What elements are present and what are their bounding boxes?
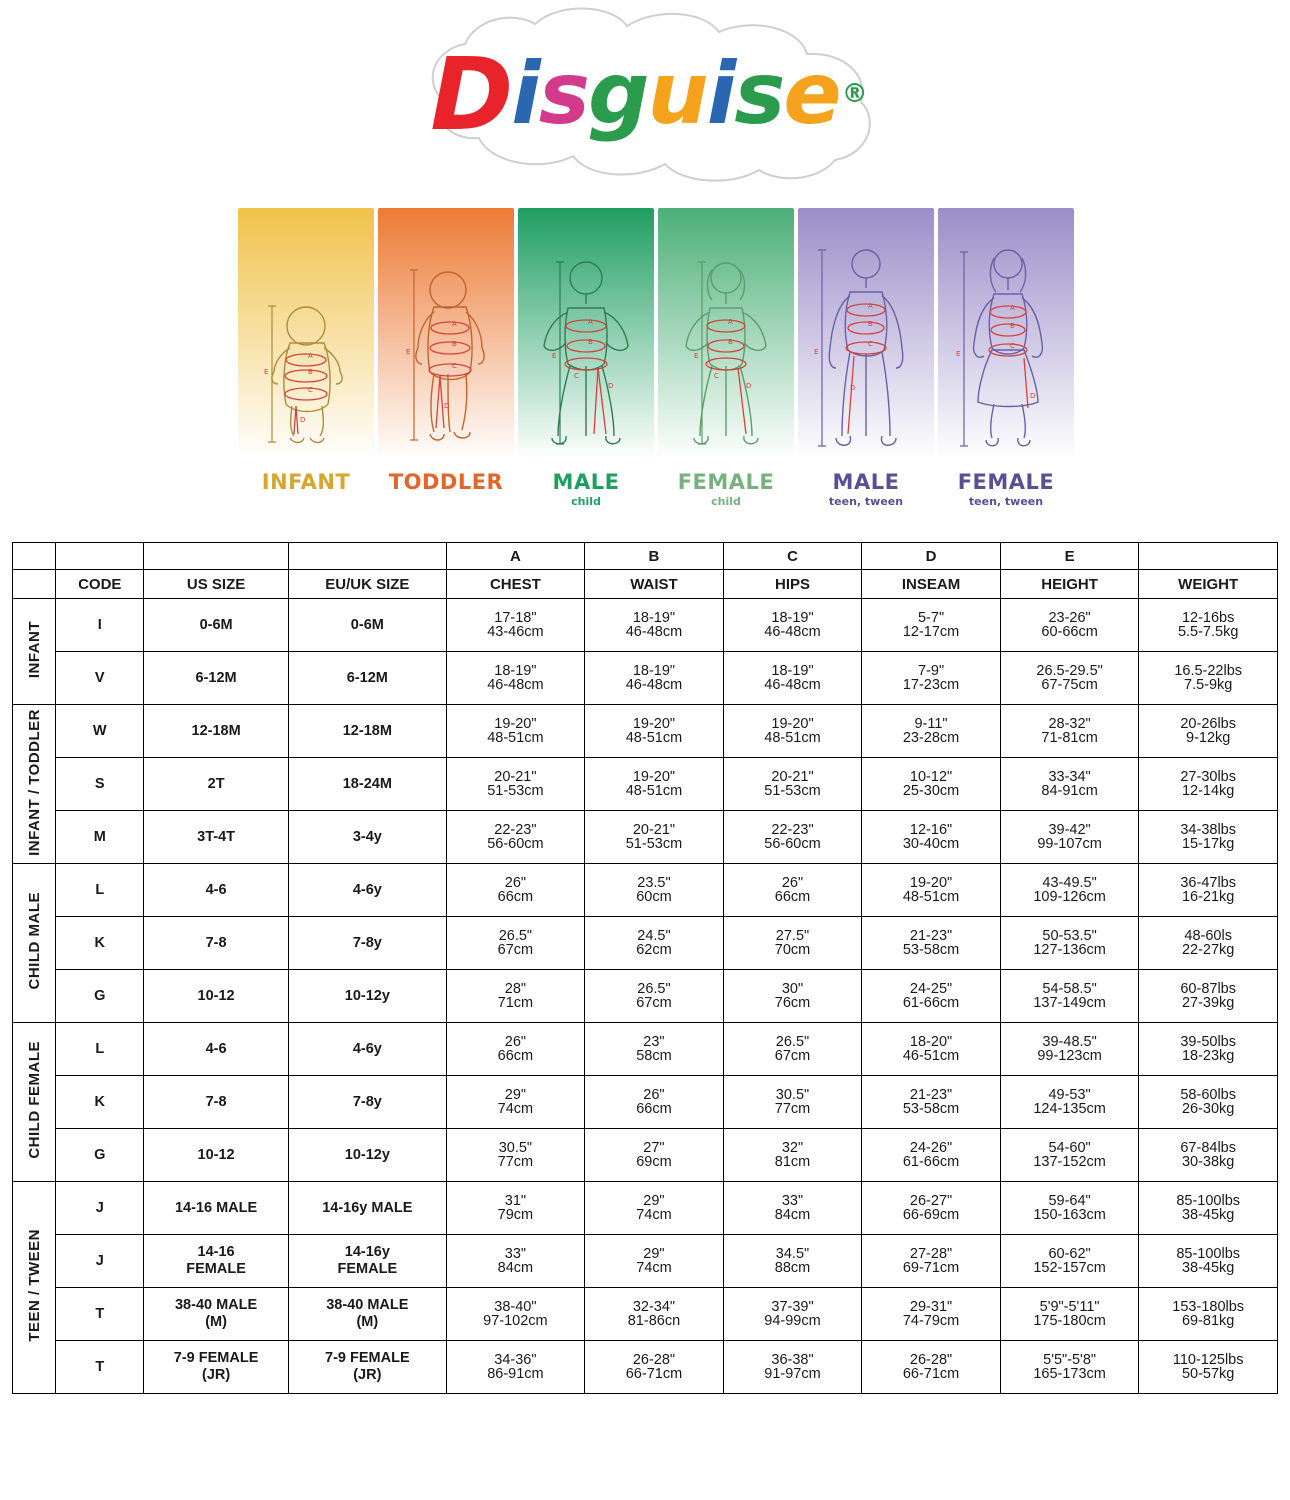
us-size-cell: 12-18M [144,705,289,758]
code-cell: T [56,1288,144,1341]
header-cell: CHEST [446,570,585,599]
svg-text:A: A [728,318,733,326]
header-letter-cell: B [585,543,724,570]
logo-letter-g: g [587,44,648,144]
header-cell: HIPS [723,570,862,599]
inseam-cell: 27-28" 69-71cm [862,1235,1001,1288]
eu-uk-size-cell: 18-24M [289,758,447,811]
eu-uk-size-cell: 38-40 MALE (M) [289,1288,447,1341]
table-row [13,917,1278,970]
figure-column-child-male [518,208,654,508]
figure-sub-child-female: child [711,495,741,508]
eu-uk-size-cell: 0-6M [289,599,447,652]
us-size-cell: 7-8 [144,1076,289,1129]
figure-sub-child-male: child [571,495,601,508]
table-row [13,705,1278,758]
infant-figure-icon [238,208,374,460]
registered-trademark-icon: ® [841,79,866,109]
us-size-cell: 10-12 [144,970,289,1023]
table-header-names [13,570,1278,599]
header-letter-cell [13,543,56,570]
figure-label-teen-female: FEMALE [957,470,1055,494]
hips-cell: 34.5" 88cm [723,1235,862,1288]
us-size-cell: 10-12 [144,1129,289,1182]
header-cell: WAIST [585,570,724,599]
svg-text:A: A [308,352,313,360]
height-cell: 60-62" 152-157cm [1000,1235,1139,1288]
eu-uk-size-cell: 4-6y [289,1023,447,1076]
chest-cell: 19-20" 48-51cm [446,705,585,758]
hips-cell: 27.5" 70cm [723,917,862,970]
svg-text:E: E [406,348,411,356]
figure-sub-teen-female: teen, tween [968,495,1044,508]
svg-text:D: D [300,416,306,424]
figure-column-teen-female [938,208,1074,508]
us-size-cell: 6-12M [144,652,289,705]
code-cell: S [56,758,144,811]
eu-uk-size-cell: 14-16y FEMALE [289,1235,447,1288]
inseam-cell: 7-9" 17-23cm [862,652,1001,705]
chest-cell: 31" 79cm [446,1182,585,1235]
waist-cell: 29" 74cm [585,1235,724,1288]
weight-cell: 67-84lbs 30-38kg [1139,1129,1278,1182]
weight-cell: 12-16bs 5.5-7.5kg [1139,599,1278,652]
code-cell: J [56,1235,144,1288]
waist-cell: 18-19" 46-48cm [585,599,724,652]
table-row [13,758,1278,811]
header-cell [13,570,56,599]
eu-uk-size-cell: 10-12y [289,970,447,1023]
eu-uk-size-cell: 4-6y [289,864,447,917]
chest-cell: 22-23" 56-60cm [446,811,585,864]
inseam-cell: 29-31" 74-79cm [862,1288,1001,1341]
header-cell: INSEAM [862,570,1001,599]
hips-cell: 26.5" 67cm [723,1023,862,1076]
inseam-cell: 18-20" 46-51cm [862,1023,1001,1076]
inseam-cell: 26-28" 66-71cm [862,1341,1001,1394]
logo-letter-d: D [430,35,512,153]
teen-male-figure-icon [798,208,934,460]
figure-label-child-female: FEMALE [677,470,775,494]
logo-letter-e: e [783,44,840,144]
table-header-letters [13,543,1278,570]
eu-uk-size-cell: 7-9 FEMALE (JR) [289,1341,447,1394]
chest-cell: 26" 66cm [446,864,585,917]
table-row [13,1023,1278,1076]
waist-cell: 19-20" 48-51cm [585,705,724,758]
header-cell: CODE [56,570,144,599]
row-group-label: TEEN / TWEEN [13,1182,56,1394]
height-cell: 28-32" 71-81cm [1000,705,1139,758]
height-cell: 26.5-29.5" 67-75cm [1000,652,1139,705]
svg-text:C: C [1010,342,1015,350]
weight-cell: 27-30lbs 12-14kg [1139,758,1278,811]
height-cell: 50-53.5" 127-136cm [1000,917,1139,970]
header-letter-cell [144,543,289,570]
logo-wordmark [383,4,913,184]
svg-text:A: A [588,318,593,326]
svg-text:E: E [694,352,699,360]
header-cell: WEIGHT [1139,570,1278,599]
waist-cell: 24.5" 62cm [585,917,724,970]
svg-text:C: C [868,340,873,348]
height-cell: 39-42" 99-107cm [1000,811,1139,864]
table-row [13,970,1278,1023]
svg-text:A: A [452,320,457,328]
svg-text:E: E [814,348,819,356]
svg-text:D: D [850,384,856,392]
inseam-cell: 24-25" 61-66cm [862,970,1001,1023]
code-cell: J [56,1182,144,1235]
hips-cell: 18-19" 46-48cm [723,599,862,652]
waist-cell: 27" 69cm [585,1129,724,1182]
weight-cell: 48-60ls 22-27kg [1139,917,1278,970]
figure-label-infant: INFANT [261,470,351,494]
eu-uk-size-cell: 12-18M [289,705,447,758]
size-chart-table [12,542,1278,1394]
code-cell: M [56,811,144,864]
svg-text:E: E [956,350,961,358]
waist-cell: 19-20" 48-51cm [585,758,724,811]
code-cell: K [56,1076,144,1129]
svg-text:B: B [308,368,313,376]
chest-cell: 38-40" 97-102cm [446,1288,585,1341]
hips-cell: 30.5" 77cm [723,1076,862,1129]
svg-text:B: B [452,340,457,348]
weight-cell: 39-50lbs 18-23kg [1139,1023,1278,1076]
logo-letter-s2: s [734,44,784,144]
svg-text:C: C [714,372,719,380]
figure-label-toddler: TODDLER [388,470,504,494]
hips-cell: 36-38" 91-97cm [723,1341,862,1394]
table-row [13,599,1278,652]
chest-cell: 20-21" 51-53cm [446,758,585,811]
weight-cell: 16.5-22lbs 7.5-9kg [1139,652,1278,705]
us-size-cell: 14-16 FEMALE [144,1235,289,1288]
svg-text:B: B [868,320,873,328]
svg-text:C: C [452,362,457,370]
inseam-cell: 10-12" 25-30cm [862,758,1001,811]
weight-cell: 36-47lbs 16-21kg [1139,864,1278,917]
inseam-cell: 21-23" 53-58cm [862,1076,1001,1129]
figure-column-teen-male [798,208,934,508]
us-size-cell: 14-16 MALE [144,1182,289,1235]
waist-cell: 20-21" 51-53cm [585,811,724,864]
table-row [13,811,1278,864]
table-row [13,1288,1278,1341]
waist-cell: 18-19" 46-48cm [585,652,724,705]
code-cell: T [56,1341,144,1394]
hips-cell: 32" 81cm [723,1129,862,1182]
chest-cell: 29" 74cm [446,1076,585,1129]
row-group-label: INFANT [13,599,56,705]
hips-cell: 37-39" 94-99cm [723,1288,862,1341]
weight-cell: 20-26lbs 9-12kg [1139,705,1278,758]
header-letter-cell: A [446,543,585,570]
header-letter-cell: C [723,543,862,570]
table-row [13,652,1278,705]
brand-logo [383,4,913,189]
hips-cell: 20-21" 51-53cm [723,758,862,811]
child-female-figure-icon [658,208,794,460]
table-row [13,1129,1278,1182]
table-row [13,1076,1278,1129]
measurement-figures [238,208,1076,508]
code-cell: L [56,864,144,917]
svg-text:B: B [588,338,593,346]
weight-cell: 60-87lbs 27-39kg [1139,970,1278,1023]
logo-letter-i1: i [511,44,539,144]
chest-cell: 26" 66cm [446,1023,585,1076]
row-group-label: CHILD FEMALE [13,1023,56,1182]
eu-uk-size-cell: 14-16y MALE [289,1182,447,1235]
svg-text:D: D [608,382,614,390]
code-cell: G [56,970,144,1023]
logo-letter-i2: i [706,44,735,144]
waist-cell: 23" 58cm [585,1023,724,1076]
waist-cell: 23.5" 60cm [585,864,724,917]
us-size-cell: 38-40 MALE (M) [144,1288,289,1341]
code-cell: I [56,599,144,652]
chest-cell: 17-18" 43-46cm [446,599,585,652]
inseam-cell: 21-23" 53-58cm [862,917,1001,970]
waist-cell: 32-34" 81-86cn [585,1288,724,1341]
eu-uk-size-cell: 6-12M [289,652,447,705]
row-group-label: INFANT / TODDLER [13,705,56,864]
code-cell: G [56,1129,144,1182]
inseam-cell: 24-26" 61-66cm [862,1129,1001,1182]
weight-cell: 85-100lbs 38-45kg [1139,1182,1278,1235]
header-letter-cell: E [1000,543,1139,570]
toddler-figure-icon [378,208,514,460]
waist-cell: 26" 66cm [585,1076,724,1129]
eu-uk-size-cell: 10-12y [289,1129,447,1182]
svg-text:A: A [868,302,873,310]
svg-text:A: A [1010,304,1015,312]
table-row [13,1182,1278,1235]
inseam-cell: 12-16" 30-40cm [862,811,1001,864]
chest-cell: 30.5" 77cm [446,1129,585,1182]
svg-text:C: C [574,372,579,380]
eu-uk-size-cell: 7-8y [289,1076,447,1129]
teen-female-figure-icon [938,208,1074,460]
figure-label-teen-male: MALE [832,470,900,494]
chest-cell: 18-19" 46-48cm [446,652,585,705]
chest-cell: 33" 84cm [446,1235,585,1288]
hips-cell: 19-20" 48-51cm [723,705,862,758]
header-cell: EU/UK SIZE [289,570,447,599]
height-cell: 43-49.5" 109-126cm [1000,864,1139,917]
waist-cell: 29" 74cm [585,1182,724,1235]
header-letter-cell [1139,543,1278,570]
height-cell: 49-53" 124-135cm [1000,1076,1139,1129]
inseam-cell: 9-11" 23-28cm [862,705,1001,758]
weight-cell: 153-180lbs 69-81kg [1139,1288,1278,1341]
weight-cell: 85-100lbs 38-45kg [1139,1235,1278,1288]
height-cell: 54-60" 137-152cm [1000,1129,1139,1182]
chest-cell: 26.5" 67cm [446,917,585,970]
header-letter-cell [289,543,447,570]
eu-uk-size-cell: 3-4y [289,811,447,864]
hips-cell: 26" 66cm [723,864,862,917]
header-cell: US SIZE [144,570,289,599]
height-cell: 5'9"-5'11" 175-180cm [1000,1288,1139,1341]
us-size-cell: 7-9 FEMALE (JR) [144,1341,289,1394]
logo-letter-u: u [647,44,707,144]
height-cell: 33-34" 84-91cm [1000,758,1139,811]
weight-cell: 110-125lbs 50-57kg [1139,1341,1278,1394]
svg-text:D: D [1030,392,1036,400]
eu-uk-size-cell: 7-8y [289,917,447,970]
hips-cell: 18-19" 46-48cm [723,652,862,705]
table-row [13,864,1278,917]
figure-column-child-female [658,208,794,508]
figure-column-toddler [378,208,514,508]
us-size-cell: 7-8 [144,917,289,970]
code-cell: K [56,917,144,970]
figure-column-infant [238,208,374,508]
header-cell: HEIGHT [1000,570,1139,599]
waist-cell: 26-28" 66-71cm [585,1341,724,1394]
svg-text:E: E [264,368,269,376]
inseam-cell: 26-27" 66-69cm [862,1182,1001,1235]
hips-cell: 33" 84cm [723,1182,862,1235]
hips-cell: 22-23" 56-60cm [723,811,862,864]
us-size-cell: 2T [144,758,289,811]
us-size-cell: 0-6M [144,599,289,652]
svg-text:D: D [444,402,450,410]
code-cell: W [56,705,144,758]
height-cell: 59-64" 150-163cm [1000,1182,1139,1235]
header-letter-cell [56,543,144,570]
height-cell: 5'5"-5'8" 165-173cm [1000,1341,1139,1394]
height-cell: 54-58.5" 137-149cm [1000,970,1139,1023]
logo-letter-s1: s [538,44,588,144]
table-row [13,1341,1278,1394]
svg-text:C: C [308,386,313,394]
waist-cell: 26.5" 67cm [585,970,724,1023]
svg-text:E: E [552,352,557,360]
table-row [13,1235,1278,1288]
height-cell: 39-48.5" 99-123cm [1000,1023,1139,1076]
child-male-figure-icon [518,208,654,460]
hips-cell: 30" 76cm [723,970,862,1023]
header-letter-cell: D [862,543,1001,570]
figure-sub-teen-male: teen, tween [828,495,904,508]
row-group-label: CHILD MALE [13,864,56,1023]
chest-cell: 28" 71cm [446,970,585,1023]
weight-cell: 58-60lbs 26-30kg [1139,1076,1278,1129]
svg-text:B: B [1010,322,1015,330]
code-cell: V [56,652,144,705]
svg-text:B: B [728,338,733,346]
us-size-cell: 4-6 [144,1023,289,1076]
svg-text:D: D [746,382,752,390]
inseam-cell: 5-7" 12-17cm [862,599,1001,652]
figure-label-child-male: MALE [552,470,620,494]
us-size-cell: 3T-4T [144,811,289,864]
chest-cell: 34-36" 86-91cm [446,1341,585,1394]
inseam-cell: 19-20" 48-51cm [862,864,1001,917]
us-size-cell: 4-6 [144,864,289,917]
weight-cell: 34-38lbs 15-17kg [1139,811,1278,864]
code-cell: L [56,1023,144,1076]
height-cell: 23-26" 60-66cm [1000,599,1139,652]
